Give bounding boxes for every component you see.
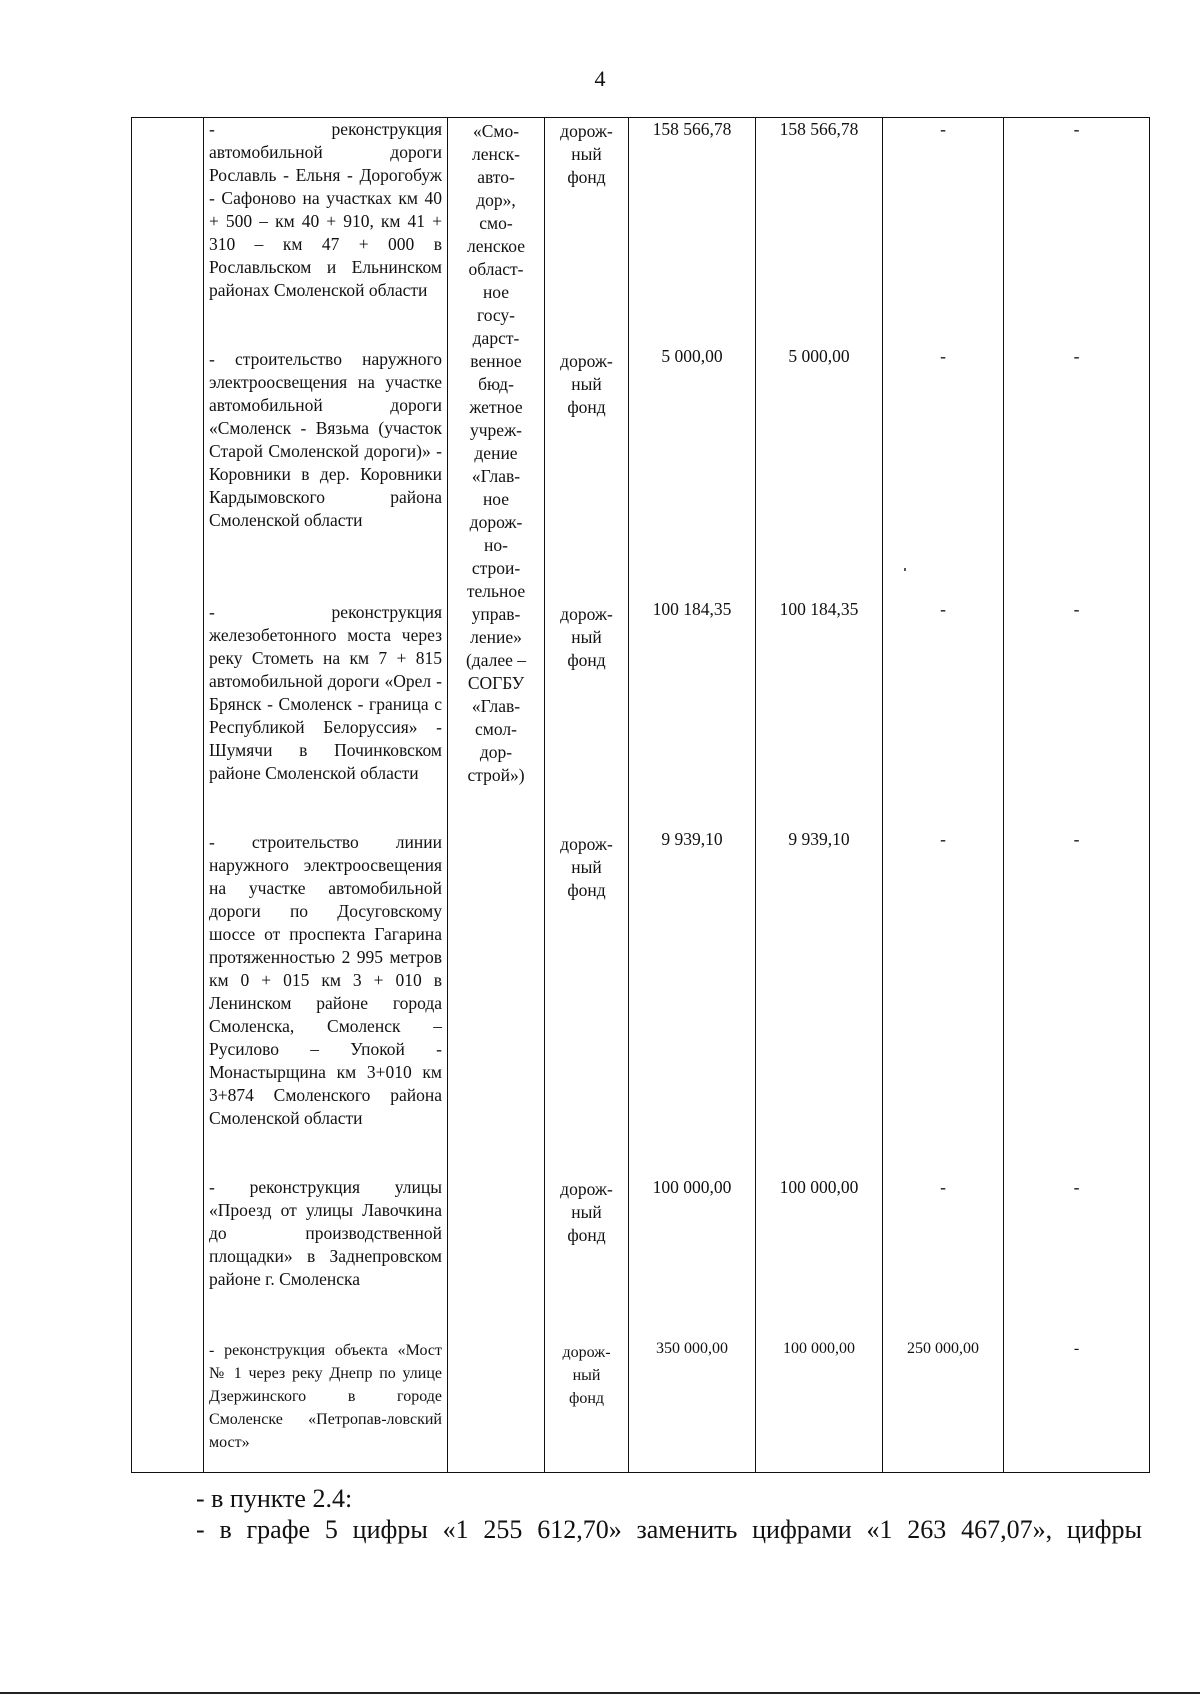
organization-name-line: ление» [470,627,522,647]
instruction-line: - в пункте 2.4: [196,1484,353,1513]
organization-name-line: «Глав- [471,696,521,716]
organization-name-line: строй») [467,765,525,785]
funding-source: дорож- ный фонд [560,834,613,900]
organization-name-line: дение [474,443,518,463]
organization-name-line: учреж- [470,420,522,440]
total-amount: 100 000,00 [652,1177,732,1197]
year3-amount-column [1004,118,1150,1473]
organization-name-line: смол- [475,719,517,739]
organization-name-line: бюд- [478,374,514,394]
organization-name-line: смо- [479,213,513,233]
year1-amount: 9 939,10 [788,829,850,849]
year1-amount: 100 000,00 [779,1177,859,1197]
organization-name-line: управ- [471,604,521,624]
year2-amount-column [883,118,1004,1473]
year3-amount: - [1073,346,1080,366]
scan-speck [904,568,906,571]
organization-name-line: ное [482,489,510,509]
year1-amount: 158 566,78 [779,119,859,139]
year3-amount: - [1073,119,1080,139]
description-column [204,118,448,1473]
year2-amount: - [940,599,946,619]
funding-source: дорож- ный фонд [560,604,613,670]
organization-name-line: дор- [479,742,513,762]
table-row-description: - реконструкция автомобильной дороги Рославль - Ельня - Дорогобуж - Сафоново на участках км 40 + 500 – км 40 + 910, км 41 + 310 – км 47 + 000 в Рославльском и Ельнинском районах Смоленской области [209,119,442,300]
empty-number-column [132,118,204,1473]
organization-name-line: тельное [466,581,526,601]
organization-name-line: госу- [476,305,516,325]
year1-amount: 5 000,00 [788,346,850,366]
total-amount: 5 000,00 [661,346,723,366]
table-row-description: - строительство наружного электроосвещения на участке автомобильной дороги «Смоленск - Вязьма (участок Старой Смоленской дороги)» - Коровники в дер. Коровники Кардымовского района Смоленской области [209,349,442,530]
total-amount: 158 566,78 [652,119,732,139]
total-amount: 9 939,10 [661,829,723,849]
organization-column [448,118,545,1473]
organization-name [448,118,544,787]
year2-amount: 250 000,00 [907,1340,979,1357]
organization-name-line: ленск- [472,144,520,164]
funding-source: дорож- ный фонд [562,1344,611,1407]
year2-amount: - [940,346,946,366]
organization-name-line: дорож- [469,512,523,532]
table-row-description: - строительство линии наружного электроосвещения на участке автомобильной дороги по Досуговскому шоссе от проспекта Гагарина протяженностью 2 995 метров км 0 + 015 км 3 + 010 в Ленинском районе города Смоленска, Смоленск – Русилово – Упокой - Монастырщина км 3+010 км 3+874 Смоленского района Смоленской области [209,832,442,1128]
table-row-description: - реконструкция железобетонного моста через реку Стометь на км 7 + 815 автомобильной дороги «Орел - Брянск - Смоленск - граница с Республикой Белоруссия» - Шумячи в Починковском районе Смоленской области [209,602,442,783]
organization-name-line: жетное [469,397,523,417]
year1-amount: 100 000,00 [783,1340,855,1357]
organization-name-line: авто- [477,167,515,187]
organization-name-line: ное [482,282,510,302]
organization-name-line: «Смо- [472,121,520,141]
funding-source: дорож- ный фонд [560,121,613,187]
table-row-description: - реконструкция улицы «Проезд от улицы Лавочкина до производственной площадки» в Заднепровском районе г. Смоленска [209,1177,442,1289]
organization-name-line: но- [484,535,508,555]
organization-name-line: ленское [467,236,525,256]
organization-name-line: СОГБУ [467,673,525,693]
total-amount: 350 000,00 [656,1340,728,1357]
year2-amount: - [940,829,946,849]
year1-amount: 100 184,35 [779,599,859,619]
organization-name-line: дарст- [472,328,520,348]
year3-amount: - [1073,599,1080,619]
year2-amount: - [940,1177,946,1197]
organization-name-line: област- [468,259,524,279]
organization-name-line: «Глав- [471,466,521,486]
funding-source: дорож- ный фонд [560,351,613,417]
organization-name-line: строи- [471,558,521,578]
year3-amount: - [1073,1340,1080,1357]
organization-name-line: венное [470,351,522,371]
page-number: 4 [594,66,606,91]
organization-name-line: (далее – [465,650,527,670]
funding-source-column [545,118,629,1473]
organization-name-line: дор», [476,190,516,210]
year1-amount-column [756,118,883,1473]
year3-amount: - [1073,1177,1080,1197]
year2-amount: - [940,119,946,139]
year3-amount: - [1073,829,1080,849]
program-table [131,117,1150,1473]
table-row-description: - реконструкция объекта «Мост № 1 через реку Днепр по улице Дзержинского в городе Смоленске «Петропав-ловский мост» [209,1342,442,1451]
total-amount: 100 184,35 [652,599,732,619]
page-bottom-edge [0,1692,1200,1694]
instruction-line: - в графе 5 цифры «1 255 612,70» заменить цифрами «1 263 467,07», цифры [196,1515,1142,1544]
total-amount-column [629,118,756,1473]
funding-source: дорож- ный фонд [560,1179,613,1245]
